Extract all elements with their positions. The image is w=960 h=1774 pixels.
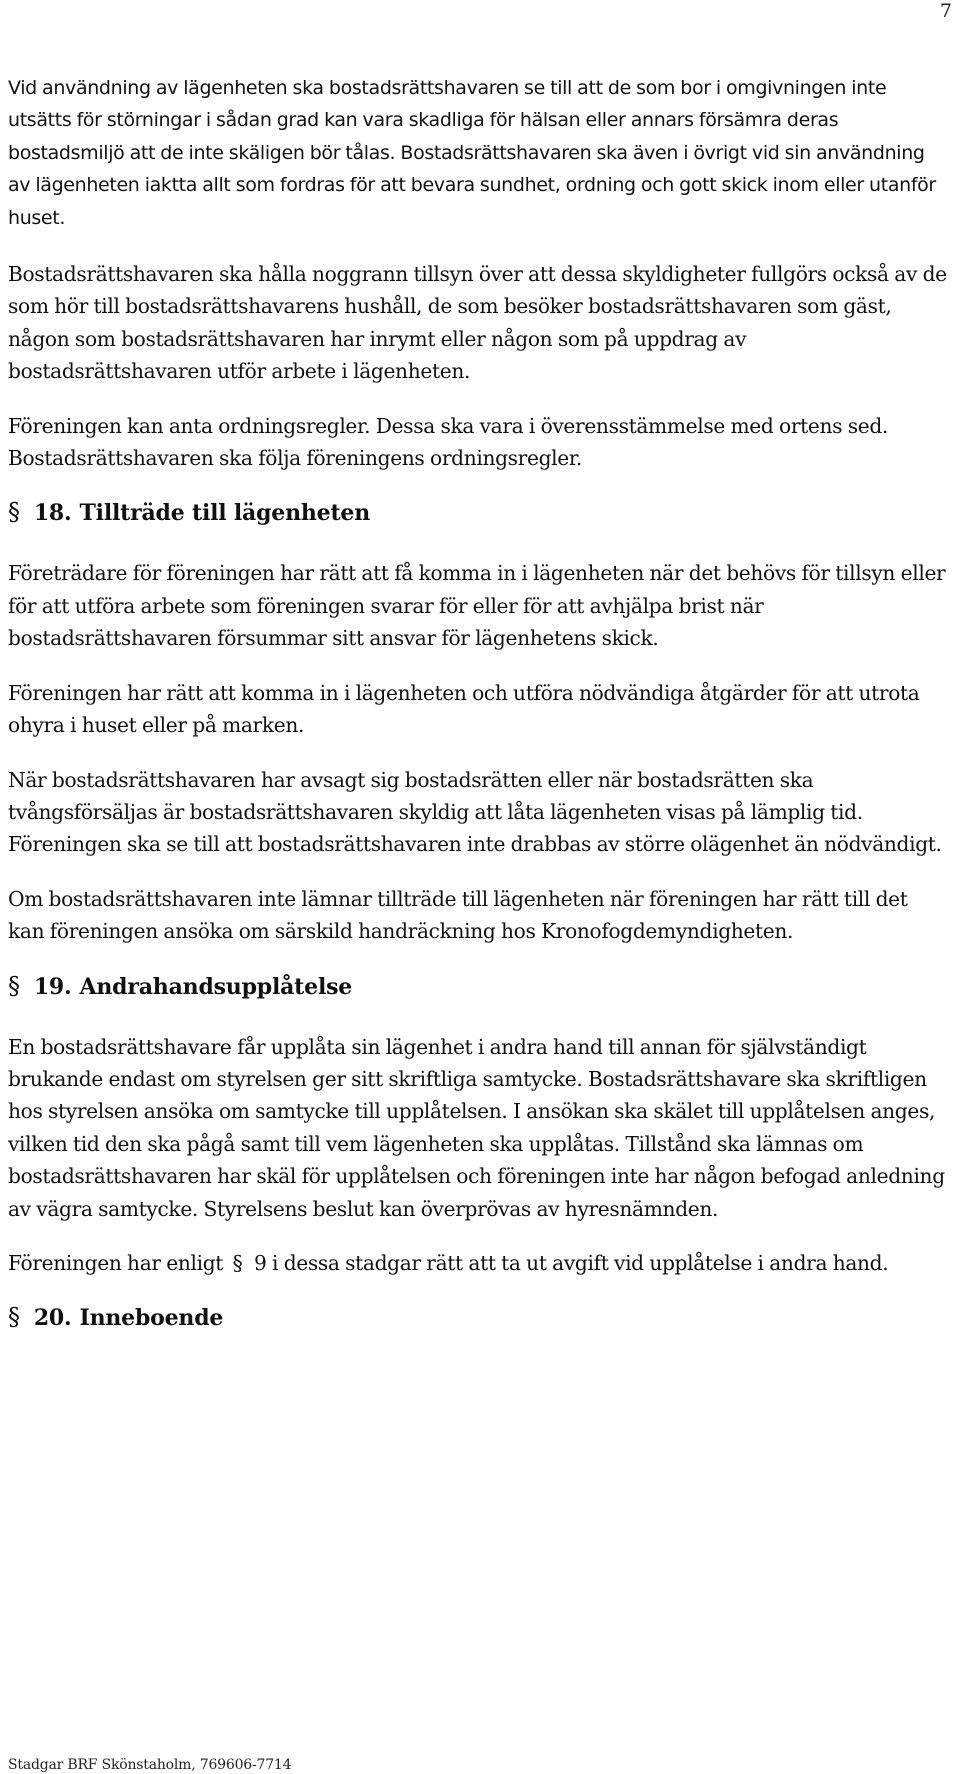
section-sign-icon: § xyxy=(8,1303,20,1332)
paragraph: Bostadsrättshavaren ska hålla noggrann tillsyn över att dessa skyldigheter fullgörs också av de som hör till bostadsrättshavarens hushåll, de som besöker bostadsrättshavaren som gäst, någon som bostadsrättshavaren har inrymt eller någon som på uppdrag av bostadsrättshavaren utför arbete i lägenheten. xyxy=(8,262,947,384)
paragraph: Om bostadsrättshavaren inte lämnar tillträde till lägenheten när föreningen har rätt till det kan föreningen ansöka om särskild handräckning hos Kronofogdemyndigheten. xyxy=(8,886,908,944)
section-heading-20 xyxy=(8,1301,948,1334)
section-title: Tillträde till lägenheten xyxy=(79,500,371,527)
section-sign-icon: § xyxy=(232,1250,243,1275)
paragraph: Företrädare för föreningen har rätt att få komma in i lägenheten när det behövs för tillsyn eller för att utföra arbete som föreningen svarar för eller för att avhjälpa brist när bostadsrättshavaren försummar sitt ansvar för lägenhetens skick. xyxy=(8,561,946,651)
document-body xyxy=(8,72,948,1362)
section-sign-icon: § xyxy=(8,971,20,1000)
page-number: 7 xyxy=(939,0,952,22)
paragraph: Föreningen kan anta ordningsregler. Dessa ska vara i överensstämmelse med ortens sed. Bostadsrättshavaren ska följa föreningens ordningsregler. xyxy=(8,413,888,471)
fee-text-after: 9 i dessa stadgar rätt att ta ut avgift vid upplåtelse i andra hand. xyxy=(253,1250,889,1275)
section-heading-19 xyxy=(8,970,948,1003)
fee-text-before: Föreningen har enligt xyxy=(8,1250,224,1275)
section-number: 18. xyxy=(33,500,72,527)
section-title: Inneboende xyxy=(79,1305,224,1332)
paragraph: En bostadsrättshavare får upplåta sin lägenhet i andra hand till annan för självständigt brukande endast om styrelsen ger sitt skriftliga samtycke. Bostadsrättshavare ska skriftligen hos styrelsen ansöka om samtycke till upplåtelsen. I ansökan ska skälet till upplåtelsen anges, vilken tid den ska pågå samt till vem lägenheten ska upplåtas. Tillstånd ska lämnas om bostadsrättshavaren har skäl för upplåtelsen och föreningen inte har någon befogad anledning av vägra samtycke. Styrelsens beslut kan överprövas av hyresnämnden. xyxy=(8,1034,945,1221)
paragraph-fee xyxy=(8,1247,948,1279)
section-sign-icon: § xyxy=(8,498,20,527)
section-title: Andrahandsupplåtelse xyxy=(79,973,353,1000)
section-heading-18 xyxy=(8,496,948,529)
section-number: 19. xyxy=(33,973,72,1000)
section-number: 20. xyxy=(33,1305,72,1332)
paragraph: När bostadsrättshavaren har avsagt sig bostadsrätten eller när bostadsrätten ska tvångsförsäljas är bostadsrättshavaren skyldig att låta lägenheten visas på lämplig tid. Föreningen ska se till att bostadsrättshavaren inte drabbas av större olägenhet än nödvändigt. xyxy=(8,767,942,857)
paragraph: Vid användning av lägenheten ska bostadsrättshavaren se till att de som bor i omgivningen inte utsätts för störningar i sådan grad kan vara skadliga för hälsan eller annars försämra deras bostadsmiljö att de inte skäligen bör tålas. Bostadsrättshavaren ska även i övrigt vid sin användning av lägenheten iaktta allt som fordras för att bevara sundhet, ordning och gott skick inom eller utanför huset. xyxy=(8,77,936,229)
paragraph: Föreningen har rätt att komma in i lägenheten och utföra nödvändiga åtgärder för att utrota ohyra i huset eller på marken. xyxy=(8,680,920,738)
page-footer: Stadgar BRF Skönstaholm, 769606-7714 xyxy=(8,1757,292,1773)
